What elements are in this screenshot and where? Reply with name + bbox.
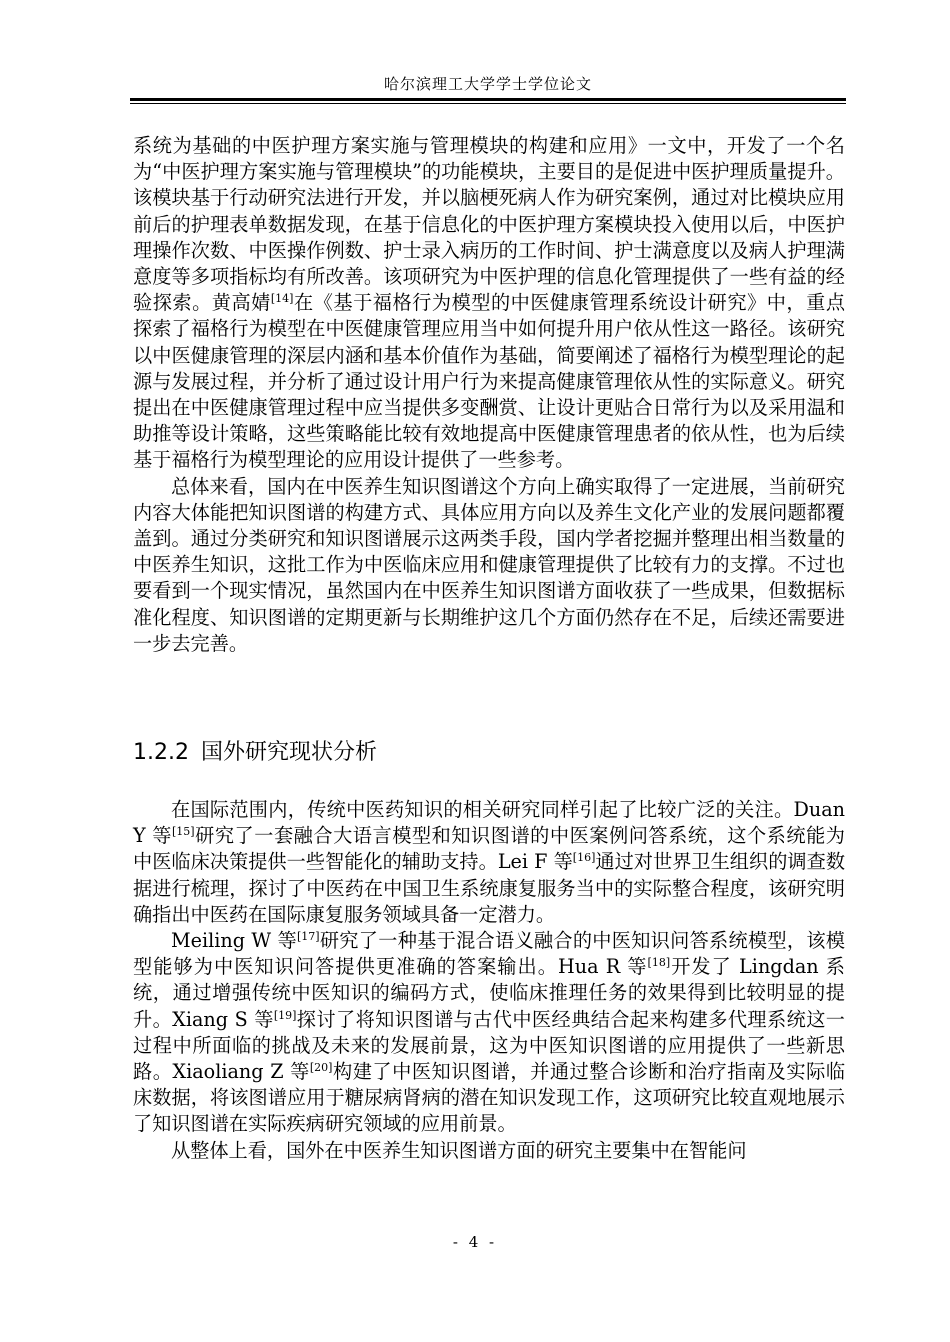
domestic-research-section [133, 133, 845, 657]
header-rule-thick [130, 98, 846, 101]
citation-ref: [17] [296, 930, 320, 944]
citation-ref: [18] [647, 956, 671, 970]
paragraph-text: 系统为基础的中医护理方案实施与管理模块的构建和应用》一文中，开发了一个名为“中医护理方案实施与管理模块”的功能模块，主要目的是促进中医护理质量提升。该模块基于行动研究法进行开发，并以脑梗死病人作为研究案例，通过对比模块应用前后的护理表单数据发现，在基于信息化的中医护理方案模块投入使用以后，中医护理操作次数、中医操作例数、护士录入病历的工作时间、护士满意度以及病人护理满意度等多项指标均有所改善。该项研究为中医护理的信息化管理提供了一些有益的经验探索。黄高婧 [133, 134, 845, 315]
body-paragraph: 总体来看，国内在中医养生知识图谱这个方向上确实取得了一定进展，当前研究内容大体能把知识图谱的构建方式、具体应用方向以及养生文化产业的发展问题都覆盖到。通过分类研究和知识图谱展示这两类手段，国内学者挖掘并整理出相当数量的中医养生知识，这批工作为中医临床应用和健康管理提供了比较有力的支撑。不过也要看到一个现实情况，虽然国内在中医养生知识图谱方面收获了一些成果，但数据标准化程度、知识图谱的定期更新与长期维护这几个方面仍然存在不足，后续还需要进一步去完善。 [133, 474, 845, 655]
section-title: 国外研究现状分析 [200, 740, 377, 765]
paragraph-text: 构建了中医知识图谱，并通过整合诊断和治疗指南及实际临床数据，将该图谱应用于糖尿病肾病的潜在知识发现工作，这项研究比较直观地展示了知识图谱在实际疾病研究领域的应用前景。 [133, 1060, 846, 1136]
running-header: 哈尔滨理工大学学士学位论文 [383, 75, 592, 93]
section-number: 1.2.2 [133, 740, 189, 765]
body-paragraph [133, 928, 845, 1138]
section-heading [133, 738, 377, 768]
page-number: - 4 - [452, 1233, 498, 1251]
body-paragraph: 从整体上看，国外在中医养生知识图谱方面的研究主要集中在智能问 [171, 1138, 747, 1162]
citation-ref: [16] [572, 851, 596, 865]
paragraph-text: 在国际范围内，传统中医药知识的相关研究同样引起了比较广泛的关注。Duan Y 等 [133, 798, 845, 848]
paragraph-text: 研究了一种基于混合语义融合的中医知识问答系统模型，该模型能够为中医知识问答提供更准确的答案输出。Hua R 等 [133, 929, 845, 979]
paragraph-text: Meiling W 等 [171, 929, 297, 953]
citation-ref: [20] [309, 1061, 333, 1075]
paragraph-text: 开发了 Lingdan 系统，通过增强传统中医知识的编码方式，使临床推理任务的效果得到比较明显的提升。Xiang S 等 [133, 955, 845, 1031]
paragraph-text: 在《基于福格行为模型的中医健康管理系统设计研究》中，重点探索了福格行为模型在中医健康管理应用当中如何提升用户依从性这一路径。该研究以中医健康管理的深层内涵和基本价值作为基础，简要阐述了福格行为模型理论的起源与发展过程，并分析了通过设计用户行为来提高健康管理依从性的实际意义。研究提出在中医健康管理过程中应当提供多变酬赏、让设计更贴合日常行为以及采用温和助推等设计策略，这些策略能比较有效地提高中医健康管理患者的依从性，也为后续基于福格行为模型理论的应用设计提供了一些参考。 [133, 291, 846, 472]
foreign-research-section [133, 797, 845, 1164]
paragraph-text: 研究了一套融合大语言模型和知识图谱的中医案例问答系统，这个系统能为中医临床决策提供一些智能化的辅助支持。Lei F 等 [133, 824, 845, 874]
citation-ref: [19] [273, 1008, 297, 1022]
paragraph-text: 探讨了将知识图谱与古代中医经典结合起来构建多代理系统这一过程中所面临的挑战及未来的发展前景，这为中医知识图谱的应用提供了一些新思路。Xiaoliang Z 等 [133, 1007, 845, 1084]
header-rule-thin [130, 103, 846, 104]
citation-ref: [15] [172, 825, 195, 839]
paragraph-text: 通过对世界卫生组织的调查数据进行梳理，探讨了中医药在中国卫生系统康复服务当中的实际整合程度，该研究明确指出中医药在国际康复服务领域具备一定潜力。 [133, 850, 846, 926]
body-paragraph [133, 797, 845, 928]
body-paragraph [133, 133, 845, 474]
citation-ref: [14] [270, 292, 294, 306]
